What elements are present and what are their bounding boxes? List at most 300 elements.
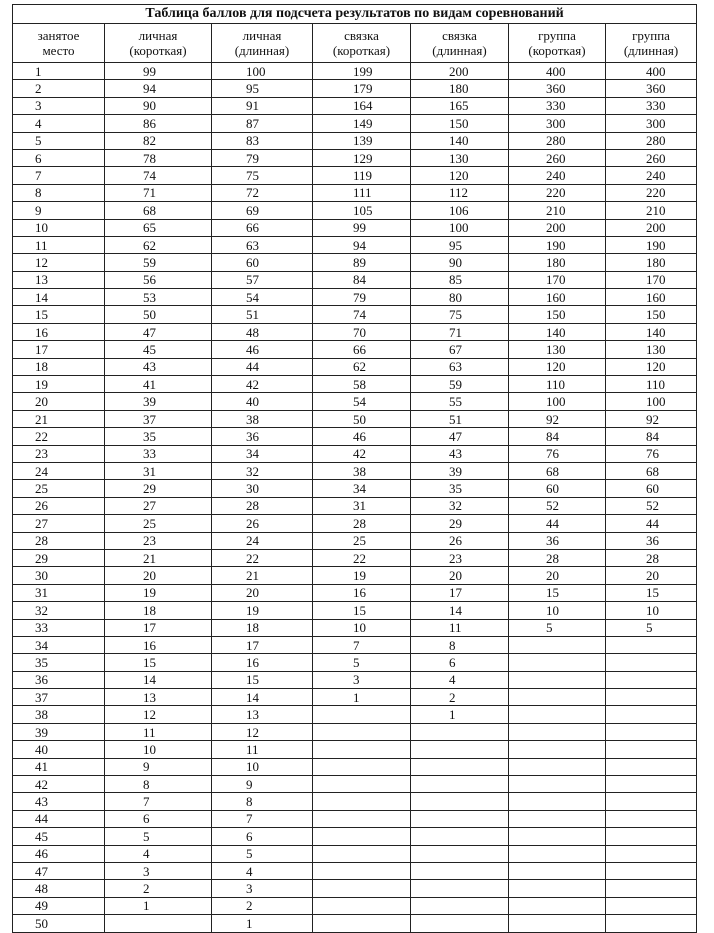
table-row <box>13 323 697 340</box>
score-cell: 110 <box>509 376 606 393</box>
table-row <box>13 289 697 306</box>
place-cell: 12 <box>13 254 105 271</box>
score-cell: 68 <box>105 202 212 219</box>
table-row <box>13 758 697 775</box>
score-cell <box>606 776 697 793</box>
score-cell: 200 <box>509 219 606 236</box>
table-row <box>13 584 697 601</box>
title-row <box>13 5 697 24</box>
score-cell <box>606 810 697 827</box>
place-cell: 35 <box>13 654 105 671</box>
table-row <box>13 515 697 532</box>
score-cell: 50 <box>313 410 411 427</box>
place-cell: 24 <box>13 462 105 479</box>
header-group-long <box>606 24 697 63</box>
score-cell <box>509 741 606 758</box>
score-cell: 17 <box>212 636 313 653</box>
table-row <box>13 341 697 358</box>
table-row <box>13 741 697 758</box>
table-row <box>13 219 697 236</box>
place-cell: 48 <box>13 880 105 897</box>
score-cell: 63 <box>411 358 509 375</box>
place-cell: 34 <box>13 636 105 653</box>
score-cell: 2 <box>411 689 509 706</box>
score-cell: 8 <box>411 636 509 653</box>
score-cell: 70 <box>313 323 411 340</box>
score-cell: 100 <box>411 219 509 236</box>
score-cell <box>509 845 606 862</box>
header-group-long-line: (длинная) <box>623 43 679 58</box>
place-cell: 11 <box>13 236 105 253</box>
score-cell: 140 <box>606 323 697 340</box>
score-cell <box>411 862 509 879</box>
score-cell: 8 <box>105 776 212 793</box>
score-cell: 40 <box>212 393 313 410</box>
score-cell: 17 <box>105 619 212 636</box>
table-row <box>13 776 697 793</box>
score-cell: 39 <box>411 462 509 479</box>
place-cell: 37 <box>13 689 105 706</box>
score-cell: 130 <box>606 341 697 358</box>
score-cell: 300 <box>509 115 606 132</box>
table-row <box>13 810 697 827</box>
score-cell: 21 <box>212 567 313 584</box>
score-cell: 110 <box>606 376 697 393</box>
score-cell: 84 <box>606 428 697 445</box>
header-individual-long-line: (длинная) <box>234 43 290 58</box>
score-cell: 71 <box>105 184 212 201</box>
score-cell: 52 <box>606 497 697 514</box>
score-cell: 10 <box>313 619 411 636</box>
score-cell: 15 <box>509 584 606 601</box>
score-cell: 3 <box>105 862 212 879</box>
score-cell: 83 <box>212 132 313 149</box>
score-cell: 7 <box>313 636 411 653</box>
score-cell: 139 <box>313 132 411 149</box>
score-table <box>12 4 697 933</box>
header-individual-short-line: личная <box>138 28 178 43</box>
score-cell <box>105 915 212 932</box>
score-cell: 6 <box>105 810 212 827</box>
table-row <box>13 619 697 636</box>
score-cell: 9 <box>105 758 212 775</box>
header-pair-short <box>313 24 411 63</box>
score-cell: 45 <box>105 341 212 358</box>
score-cell: 60 <box>509 480 606 497</box>
score-cell: 67 <box>411 341 509 358</box>
score-cell: 76 <box>509 445 606 462</box>
score-cell: 3 <box>212 880 313 897</box>
score-cell <box>606 758 697 775</box>
score-cell: 38 <box>212 410 313 427</box>
place-cell: 17 <box>13 341 105 358</box>
score-cell <box>313 706 411 723</box>
place-cell: 42 <box>13 776 105 793</box>
score-cell: 32 <box>212 462 313 479</box>
score-cell: 36 <box>509 532 606 549</box>
score-cell: 42 <box>313 445 411 462</box>
score-cell: 53 <box>105 289 212 306</box>
score-cell: 3 <box>313 671 411 688</box>
score-cell <box>509 654 606 671</box>
score-cell <box>313 741 411 758</box>
score-cell: 15 <box>212 671 313 688</box>
table-row <box>13 115 697 132</box>
table-title: Таблица баллов для подсчета результатов по видам соревнований <box>13 5 697 24</box>
place-cell: 10 <box>13 219 105 236</box>
score-cell: 32 <box>411 497 509 514</box>
score-cell: 84 <box>509 428 606 445</box>
score-cell: 160 <box>509 289 606 306</box>
header-individual-short <box>105 24 212 63</box>
score-cell: 55 <box>411 393 509 410</box>
score-cell <box>509 810 606 827</box>
score-cell <box>606 915 697 932</box>
score-cell: 63 <box>212 236 313 253</box>
place-cell: 9 <box>13 202 105 219</box>
place-cell: 26 <box>13 497 105 514</box>
score-cell: 2 <box>105 880 212 897</box>
score-cell: 20 <box>606 567 697 584</box>
score-cell: 400 <box>606 63 697 80</box>
score-cell: 52 <box>509 497 606 514</box>
score-cell: 34 <box>313 480 411 497</box>
score-cell: 100 <box>212 63 313 80</box>
score-cell: 130 <box>509 341 606 358</box>
place-cell: 13 <box>13 271 105 288</box>
table-row <box>13 549 697 566</box>
score-cell: 99 <box>105 63 212 80</box>
score-cell: 58 <box>313 376 411 393</box>
score-cell: 14 <box>411 602 509 619</box>
score-cell: 59 <box>105 254 212 271</box>
score-cell <box>606 828 697 845</box>
place-cell: 6 <box>13 149 105 166</box>
score-cell: 360 <box>606 80 697 97</box>
score-cell: 79 <box>313 289 411 306</box>
place-cell: 38 <box>13 706 105 723</box>
score-cell: 68 <box>606 462 697 479</box>
place-cell: 25 <box>13 480 105 497</box>
score-cell: 35 <box>105 428 212 445</box>
score-cell <box>606 654 697 671</box>
score-cell: 1 <box>411 706 509 723</box>
score-cell: 54 <box>313 393 411 410</box>
score-cell: 220 <box>509 184 606 201</box>
score-cell <box>411 915 509 932</box>
score-cell <box>606 723 697 740</box>
score-cell <box>411 845 509 862</box>
score-cell: 129 <box>313 149 411 166</box>
place-cell: 40 <box>13 741 105 758</box>
score-cell <box>313 862 411 879</box>
score-cell: 280 <box>509 132 606 149</box>
score-cell: 200 <box>411 63 509 80</box>
score-cell <box>509 776 606 793</box>
score-sheet <box>12 4 696 933</box>
table-row <box>13 97 697 114</box>
score-cell: 66 <box>313 341 411 358</box>
score-cell: 5 <box>606 619 697 636</box>
score-cell <box>509 723 606 740</box>
header-individual-short-line: (короткая) <box>129 43 187 58</box>
place-cell: 27 <box>13 515 105 532</box>
table-row <box>13 236 697 253</box>
score-cell: 51 <box>411 410 509 427</box>
table-row <box>13 793 697 810</box>
place-cell: 41 <box>13 758 105 775</box>
score-cell: 15 <box>313 602 411 619</box>
score-cell: 8 <box>212 793 313 810</box>
table-row <box>13 636 697 653</box>
place-cell: 33 <box>13 619 105 636</box>
score-cell: 25 <box>105 515 212 532</box>
score-cell: 80 <box>411 289 509 306</box>
score-cell: 14 <box>212 689 313 706</box>
score-cell: 90 <box>411 254 509 271</box>
place-cell: 47 <box>13 862 105 879</box>
score-cell: 54 <box>212 289 313 306</box>
table-row <box>13 480 697 497</box>
score-cell: 60 <box>212 254 313 271</box>
score-cell: 36 <box>212 428 313 445</box>
score-cell: 105 <box>313 202 411 219</box>
score-cell: 120 <box>509 358 606 375</box>
place-cell: 28 <box>13 532 105 549</box>
score-cell: 5 <box>105 828 212 845</box>
score-cell: 30 <box>212 480 313 497</box>
score-cell: 4 <box>411 671 509 688</box>
score-cell: 11 <box>411 619 509 636</box>
score-cell: 71 <box>411 323 509 340</box>
score-cell: 170 <box>509 271 606 288</box>
place-cell: 15 <box>13 306 105 323</box>
score-cell: 7 <box>105 793 212 810</box>
score-cell: 35 <box>411 480 509 497</box>
score-cell: 46 <box>212 341 313 358</box>
score-cell: 66 <box>212 219 313 236</box>
score-cell: 36 <box>606 532 697 549</box>
score-cell: 23 <box>411 549 509 566</box>
score-cell <box>509 862 606 879</box>
score-cell: 39 <box>105 393 212 410</box>
place-cell: 50 <box>13 915 105 932</box>
score-cell: 7 <box>212 810 313 827</box>
score-cell <box>509 793 606 810</box>
score-cell: 16 <box>313 584 411 601</box>
place-cell: 45 <box>13 828 105 845</box>
score-cell <box>313 897 411 914</box>
score-cell: 19 <box>212 602 313 619</box>
score-cell <box>509 880 606 897</box>
score-cell: 92 <box>606 410 697 427</box>
header-place <box>13 24 105 63</box>
score-cell: 1 <box>313 689 411 706</box>
score-cell: 15 <box>606 584 697 601</box>
score-cell: 9 <box>212 776 313 793</box>
score-cell: 95 <box>411 236 509 253</box>
score-cell: 68 <box>509 462 606 479</box>
score-cell: 84 <box>313 271 411 288</box>
table-row <box>13 880 697 897</box>
score-cell: 199 <box>313 63 411 80</box>
score-cell: 10 <box>509 602 606 619</box>
score-cell <box>411 810 509 827</box>
score-cell <box>509 758 606 775</box>
place-cell: 14 <box>13 289 105 306</box>
score-cell: 85 <box>411 271 509 288</box>
table-row <box>13 63 697 80</box>
score-cell: 400 <box>509 63 606 80</box>
score-cell: 19 <box>105 584 212 601</box>
place-cell: 23 <box>13 445 105 462</box>
score-cell <box>509 636 606 653</box>
score-cell: 165 <box>411 97 509 114</box>
score-cell: 33 <box>105 445 212 462</box>
score-cell: 10 <box>105 741 212 758</box>
table-row <box>13 132 697 149</box>
score-cell <box>313 915 411 932</box>
place-cell: 29 <box>13 549 105 566</box>
table-row <box>13 671 697 688</box>
score-cell <box>509 828 606 845</box>
score-cell: 20 <box>509 567 606 584</box>
score-cell: 150 <box>509 306 606 323</box>
score-cell: 4 <box>105 845 212 862</box>
score-cell <box>313 793 411 810</box>
place-cell: 44 <box>13 810 105 827</box>
score-cell: 44 <box>212 358 313 375</box>
score-cell <box>509 706 606 723</box>
header-individual-long <box>212 24 313 63</box>
header-pair-short-line: (короткая) <box>332 43 391 58</box>
table-row <box>13 706 697 723</box>
score-cell: 1 <box>105 897 212 914</box>
score-cell: 130 <box>411 149 509 166</box>
score-cell: 300 <box>606 115 697 132</box>
score-cell <box>606 636 697 653</box>
score-cell: 13 <box>105 689 212 706</box>
place-cell: 2 <box>13 80 105 97</box>
score-cell: 74 <box>313 306 411 323</box>
score-cell: 50 <box>105 306 212 323</box>
header-pair-short-line: связка <box>344 28 379 43</box>
score-cell: 22 <box>212 549 313 566</box>
score-cell: 28 <box>606 549 697 566</box>
score-cell: 48 <box>212 323 313 340</box>
score-cell: 111 <box>313 184 411 201</box>
score-cell: 28 <box>509 549 606 566</box>
header-group-short-line: группа <box>538 28 576 43</box>
score-cell: 1 <box>212 915 313 932</box>
score-cell: 25 <box>313 532 411 549</box>
score-cell: 43 <box>411 445 509 462</box>
score-cell: 41 <box>105 376 212 393</box>
place-cell: 16 <box>13 323 105 340</box>
score-cell: 72 <box>212 184 313 201</box>
header-group-short-line: (короткая) <box>528 43 586 58</box>
score-cell <box>606 741 697 758</box>
score-cell: 31 <box>313 497 411 514</box>
score-cell: 240 <box>509 167 606 184</box>
score-cell: 260 <box>606 149 697 166</box>
score-cell: 16 <box>105 636 212 653</box>
score-cell: 140 <box>411 132 509 149</box>
score-cell <box>313 810 411 827</box>
score-cell: 5 <box>212 845 313 862</box>
table-row <box>13 149 697 166</box>
score-cell: 38 <box>313 462 411 479</box>
place-cell: 18 <box>13 358 105 375</box>
score-cell: 11 <box>105 723 212 740</box>
score-cell: 47 <box>411 428 509 445</box>
place-cell: 36 <box>13 671 105 688</box>
header-individual-long-line: личная <box>242 28 282 43</box>
score-cell: 75 <box>411 306 509 323</box>
score-cell <box>606 862 697 879</box>
table-row <box>13 410 697 427</box>
place-cell: 39 <box>13 723 105 740</box>
score-cell: 100 <box>606 393 697 410</box>
score-cell <box>606 793 697 810</box>
score-cell: 100 <box>509 393 606 410</box>
table-body <box>13 63 697 933</box>
score-cell <box>313 723 411 740</box>
score-cell <box>411 897 509 914</box>
score-cell: 360 <box>509 80 606 97</box>
score-cell <box>411 723 509 740</box>
score-cell: 18 <box>212 619 313 636</box>
score-cell: 28 <box>212 497 313 514</box>
score-cell: 78 <box>105 149 212 166</box>
score-cell: 27 <box>105 497 212 514</box>
score-cell: 140 <box>509 323 606 340</box>
score-cell: 37 <box>105 410 212 427</box>
score-cell: 87 <box>212 115 313 132</box>
score-cell: 180 <box>411 80 509 97</box>
score-cell: 149 <box>313 115 411 132</box>
place-cell: 21 <box>13 410 105 427</box>
score-cell: 42 <box>212 376 313 393</box>
score-cell: 29 <box>105 480 212 497</box>
score-cell: 56 <box>105 271 212 288</box>
score-cell: 62 <box>313 358 411 375</box>
score-cell: 10 <box>606 602 697 619</box>
header-row <box>13 24 697 63</box>
score-cell: 150 <box>411 115 509 132</box>
table-row <box>13 393 697 410</box>
score-cell: 150 <box>606 306 697 323</box>
table-row <box>13 845 697 862</box>
score-cell: 6 <box>212 828 313 845</box>
score-cell: 90 <box>105 97 212 114</box>
score-cell: 119 <box>313 167 411 184</box>
table-row <box>13 462 697 479</box>
table-row <box>13 428 697 445</box>
score-cell: 34 <box>212 445 313 462</box>
score-cell: 2 <box>212 897 313 914</box>
place-cell: 7 <box>13 167 105 184</box>
score-cell: 120 <box>606 358 697 375</box>
score-cell: 19 <box>313 567 411 584</box>
score-cell: 170 <box>606 271 697 288</box>
table-row <box>13 184 697 201</box>
score-cell: 6 <box>411 654 509 671</box>
score-cell: 164 <box>313 97 411 114</box>
table-row <box>13 202 697 219</box>
score-cell: 190 <box>606 236 697 253</box>
score-cell: 11 <box>212 741 313 758</box>
